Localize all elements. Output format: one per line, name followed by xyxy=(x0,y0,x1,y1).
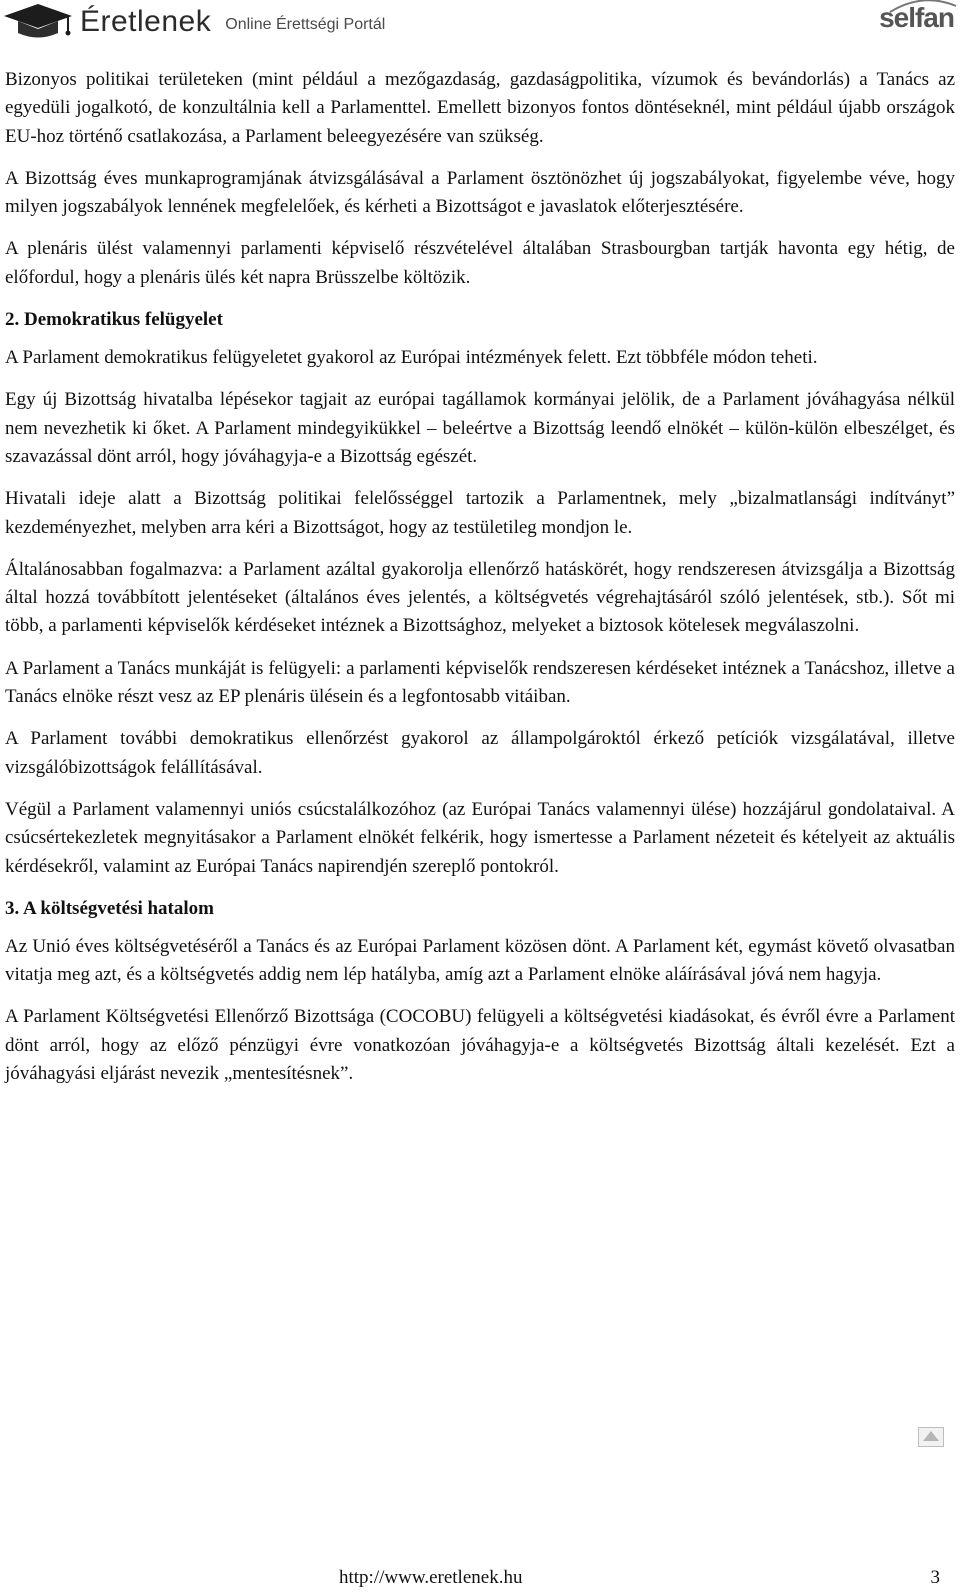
paragraph: A Parlament demokratikus felügyeletet gyakorol az Európai intézmények felett. Ezt többféle módon teheti. xyxy=(5,347,818,369)
page-footer xyxy=(0,1567,960,1591)
brand-name: Éretlenek xyxy=(80,5,212,38)
paragraph: Hivatali ideje alatt a Bizottság politikai felelősséggel tartozik a Parlamentnek, mely „bizalmatlansági indítványt” kezdeményezhet, melyben arra kéri a Bizottságot, hogy az testületileg mondjon le. xyxy=(5,488,955,538)
page-number: 3 xyxy=(930,1567,940,1588)
footer-url-link[interactable]: http://www.eretlenek.hu xyxy=(339,1567,523,1588)
partner-logo[interactable] xyxy=(879,2,954,34)
paragraph: Végül a Parlament valamennyi uniós csúcstalálkozóhoz (az Európai Tanács valamennyi ülése) hozzájárul gondolataival. A csúcsértekezletek megnyitásakor a Parlament elnökét felkérik, hogy ismertesse a Parlament nézeteit és kételyeit az aktuális kérdésekről, valamint az Európai Tanács napirendjén szereplő pontokról. xyxy=(5,798,955,877)
paragraph: A Bizottság éves munkaprogramjának átvizsgálásával a Parlament ösztönözhet új jogszabályokat, figyelembe véve, hogy milyen jogszabályok lennének megfelelőek, és kérheti a Bizottságot e javaslatok előterjesztésére. xyxy=(5,167,955,218)
page-header xyxy=(0,0,960,50)
paragraph: Bizonyos politikai területeken (mint például a mezőgazdaság, gazdaságpolitika, vízumok és bevándorlás) a Tanács az egyedüli jogalkotó, de konzultálnia kell a Parlamenttel. Emellett bizonyos fontos döntéseknél, mint például újabb országok EU-hoz történő csatlakozása, a Parlament beleegyezésére van szükség. xyxy=(5,69,955,147)
document-body xyxy=(5,66,955,1102)
brand-tagline: Online Érettségi Portál xyxy=(225,16,386,33)
scroll-to-top-button[interactable] xyxy=(918,1427,944,1447)
paragraph: A plenáris ülést valamennyi parlamenti képviselő részvételével általában Strasbourgban tartják havonta egy hétig, de előfordul, hogy a plenáris ülés két napra Brüsszelbe költözik. xyxy=(5,238,955,288)
paragraph: Az Unió éves költségvetéséről a Tanács és az Európai Parlament közösen dönt. A Parlament két, egymást követő olvasatban vitatja meg azt, és a költségvetés addig nem lép hatályba, amíg azt a Parlament elnöke aláírásával jóvá nem hagyja. xyxy=(5,935,955,986)
partner-name: selfan xyxy=(879,2,954,33)
paragraph: A Parlament Költségvetési Ellenőrző Bizottsága (COCOBU) felügyeli a költségvetési kiadásokat, és évről évre a Parlament dönt arról, hogy az előző pénzügyi évre vonatkozóan jóváhagyja-e a költségvetés Bizottság általi kezelését. Ezt a jóváhagyási eljárást nevezik „mentesítésnek”. xyxy=(5,1006,955,1085)
graduation-cap-icon xyxy=(2,2,74,42)
site-logo[interactable] xyxy=(2,0,385,44)
partner-swoosh-icon xyxy=(888,0,958,16)
paragraph: A Parlament a Tanács munkáját is felügyeli: a parlamenti képviselők rendszeresen kérdéseket intéznek a Tanácshoz, illetve a Tanács elnöke részt vesz az EP plenáris ülésein és a legfontosabb vitáiban. xyxy=(5,657,955,708)
paragraph: Általánosabban fogalmazva: a Parlament azáltal gyakorolja ellenőrző hatáskörét, hogy rendszeresen átvizsgálja a Bizottság által hozzá továbbított jelentéseket (általános éves jelentés, a költségvetés végrehajtásáról szóló jelentések, stb.). Sőt mi több, a parlamenti képviselők kérdéseket intéznek a Bizottsághoz, melyeket a biztosok kötelesek megválaszolni. xyxy=(5,558,955,637)
arrow-up-icon xyxy=(918,1427,944,1447)
section-heading: 2. Demokratikus felügyelet xyxy=(5,309,223,331)
paragraph: A Parlament további demokratikus ellenőrzést gyakorol az állampolgároktól érkező petíciók vizsgálatával, illetve vizsgálóbizottságok felállításával. xyxy=(5,728,955,778)
section-heading: 3. A költségvetési hatalom xyxy=(5,897,214,919)
paragraph: Egy új Bizottság hivatalba lépésekor tagjait az európai tagállamok kormányai jelölik, de a Parlament jóváhagyása nélkül nem nevezhetik ki őket. A Parlament mindegyikükkel – beleértve a Bizottság leendő elnökét – külön-külön elbeszélget, és szavazással dönt arról, hogy jóváhagyja-e a Bizottság egészét. xyxy=(5,389,955,467)
